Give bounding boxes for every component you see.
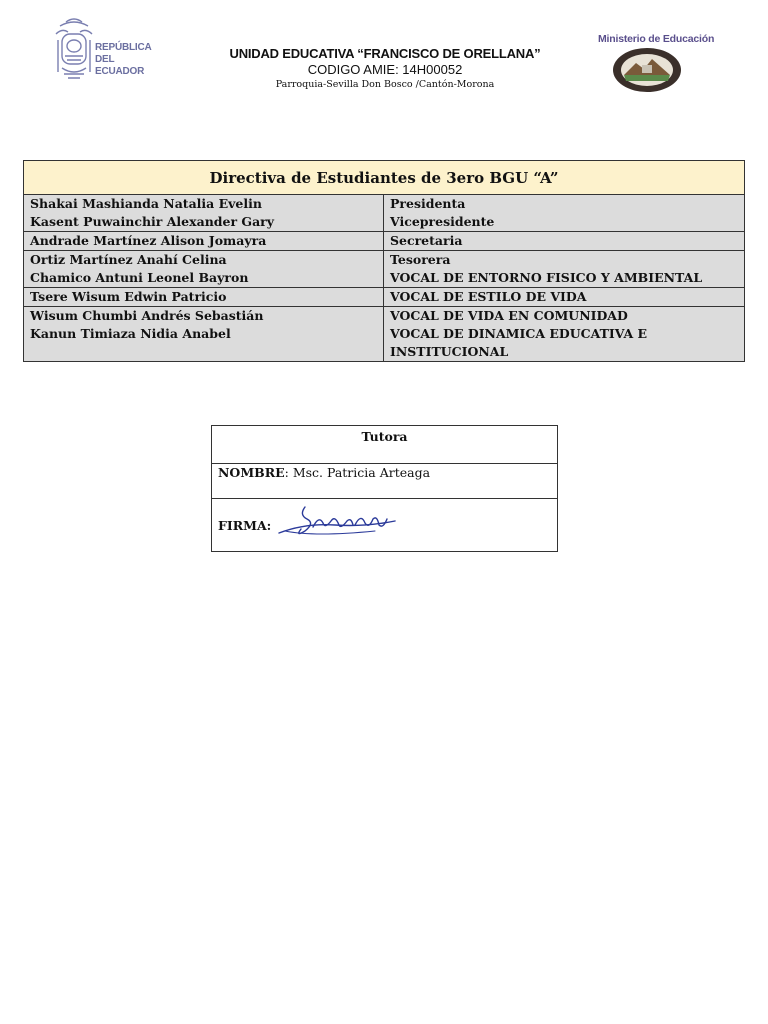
student-role: INSTITUCIONAL [390,344,509,359]
student-roles-cell [384,195,745,232]
table-row [24,195,745,232]
republica-ecuador-logo [52,16,152,86]
student-role: VOCAL DE ENTORNO FISICO Y AMBIENTAL [390,270,703,285]
student-role: VOCAL DE ESTILO DE VIDA [390,289,587,304]
student-role: VOCAL DE VIDA EN COMUNIDAD [390,308,628,323]
student-roles-cell [384,232,745,251]
student-name: Kasent Puwainchir Alexander Gary [30,214,275,229]
school-name: UNIDAD EDUCATIVA “FRANCISCO DE ORELLANA” [229,46,541,61]
table-row [24,232,745,251]
tutora-title: Tutora [212,426,558,464]
directiva-title: Directiva de Estudiantes de 3ero BGU “A” [24,161,745,195]
ministry-label: Ministerio de Educación [598,33,715,45]
name-label: NOMBRE [218,465,285,480]
tutora-name: : Msc. Patricia Arteaga [284,465,431,480]
tutora-signature-row [212,499,558,552]
student-roles-cell [384,307,745,362]
tutora-table [211,425,558,552]
coat-of-arms-icon [52,16,96,84]
student-role: Vicepresidente [390,214,495,229]
student-roles-cell [384,288,745,307]
logo-text-line1: REPÚBLICA [95,42,152,53]
handwritten-signature [275,501,399,541]
parish-location: Parroquia-Sevilla Don Bosco /Cantón-Morona [275,79,495,90]
table-row [24,251,745,288]
student-name: Tsere Wisum Edwin Patricio [30,289,227,304]
amie-code: CODIGO AMIE: 14H00052 [307,62,463,77]
table-row [24,307,745,362]
firma-label: FIRMA: [218,517,272,533]
student-role: Presidenta [390,196,466,211]
student-names-cell [24,288,384,307]
student-names-cell [24,232,384,251]
student-names-cell [24,307,384,362]
student-role: Tesorera [390,252,451,267]
logo-text-line2: DEL ECUADOR [95,54,145,77]
student-name: Kanun Timiaza Nidia Anabel [30,326,231,341]
student-roles-cell [384,251,745,288]
student-role: VOCAL DE DINAMICA EDUCATIVA E [390,326,648,341]
student-name: Wisum Chumbi Andrés Sebastián [30,308,264,323]
student-name: Andrade Martínez Alison Jomayra [30,233,267,248]
student-name: Chamico Antuni Leonel Bayron [30,270,249,285]
school-header [190,46,580,90]
table-row [24,288,745,307]
student-names-cell [24,251,384,288]
student-names-cell [24,195,384,232]
student-name: Shakai Mashianda Natalia Evelin [30,196,262,211]
student-name: Ortiz Martínez Anahí Celina [30,252,227,267]
student-role: Secretaria [390,233,463,248]
ministry-logo [598,33,713,95]
directiva-table [23,160,745,362]
school-seal-icon [612,47,682,93]
tutora-name-row [212,464,558,499]
